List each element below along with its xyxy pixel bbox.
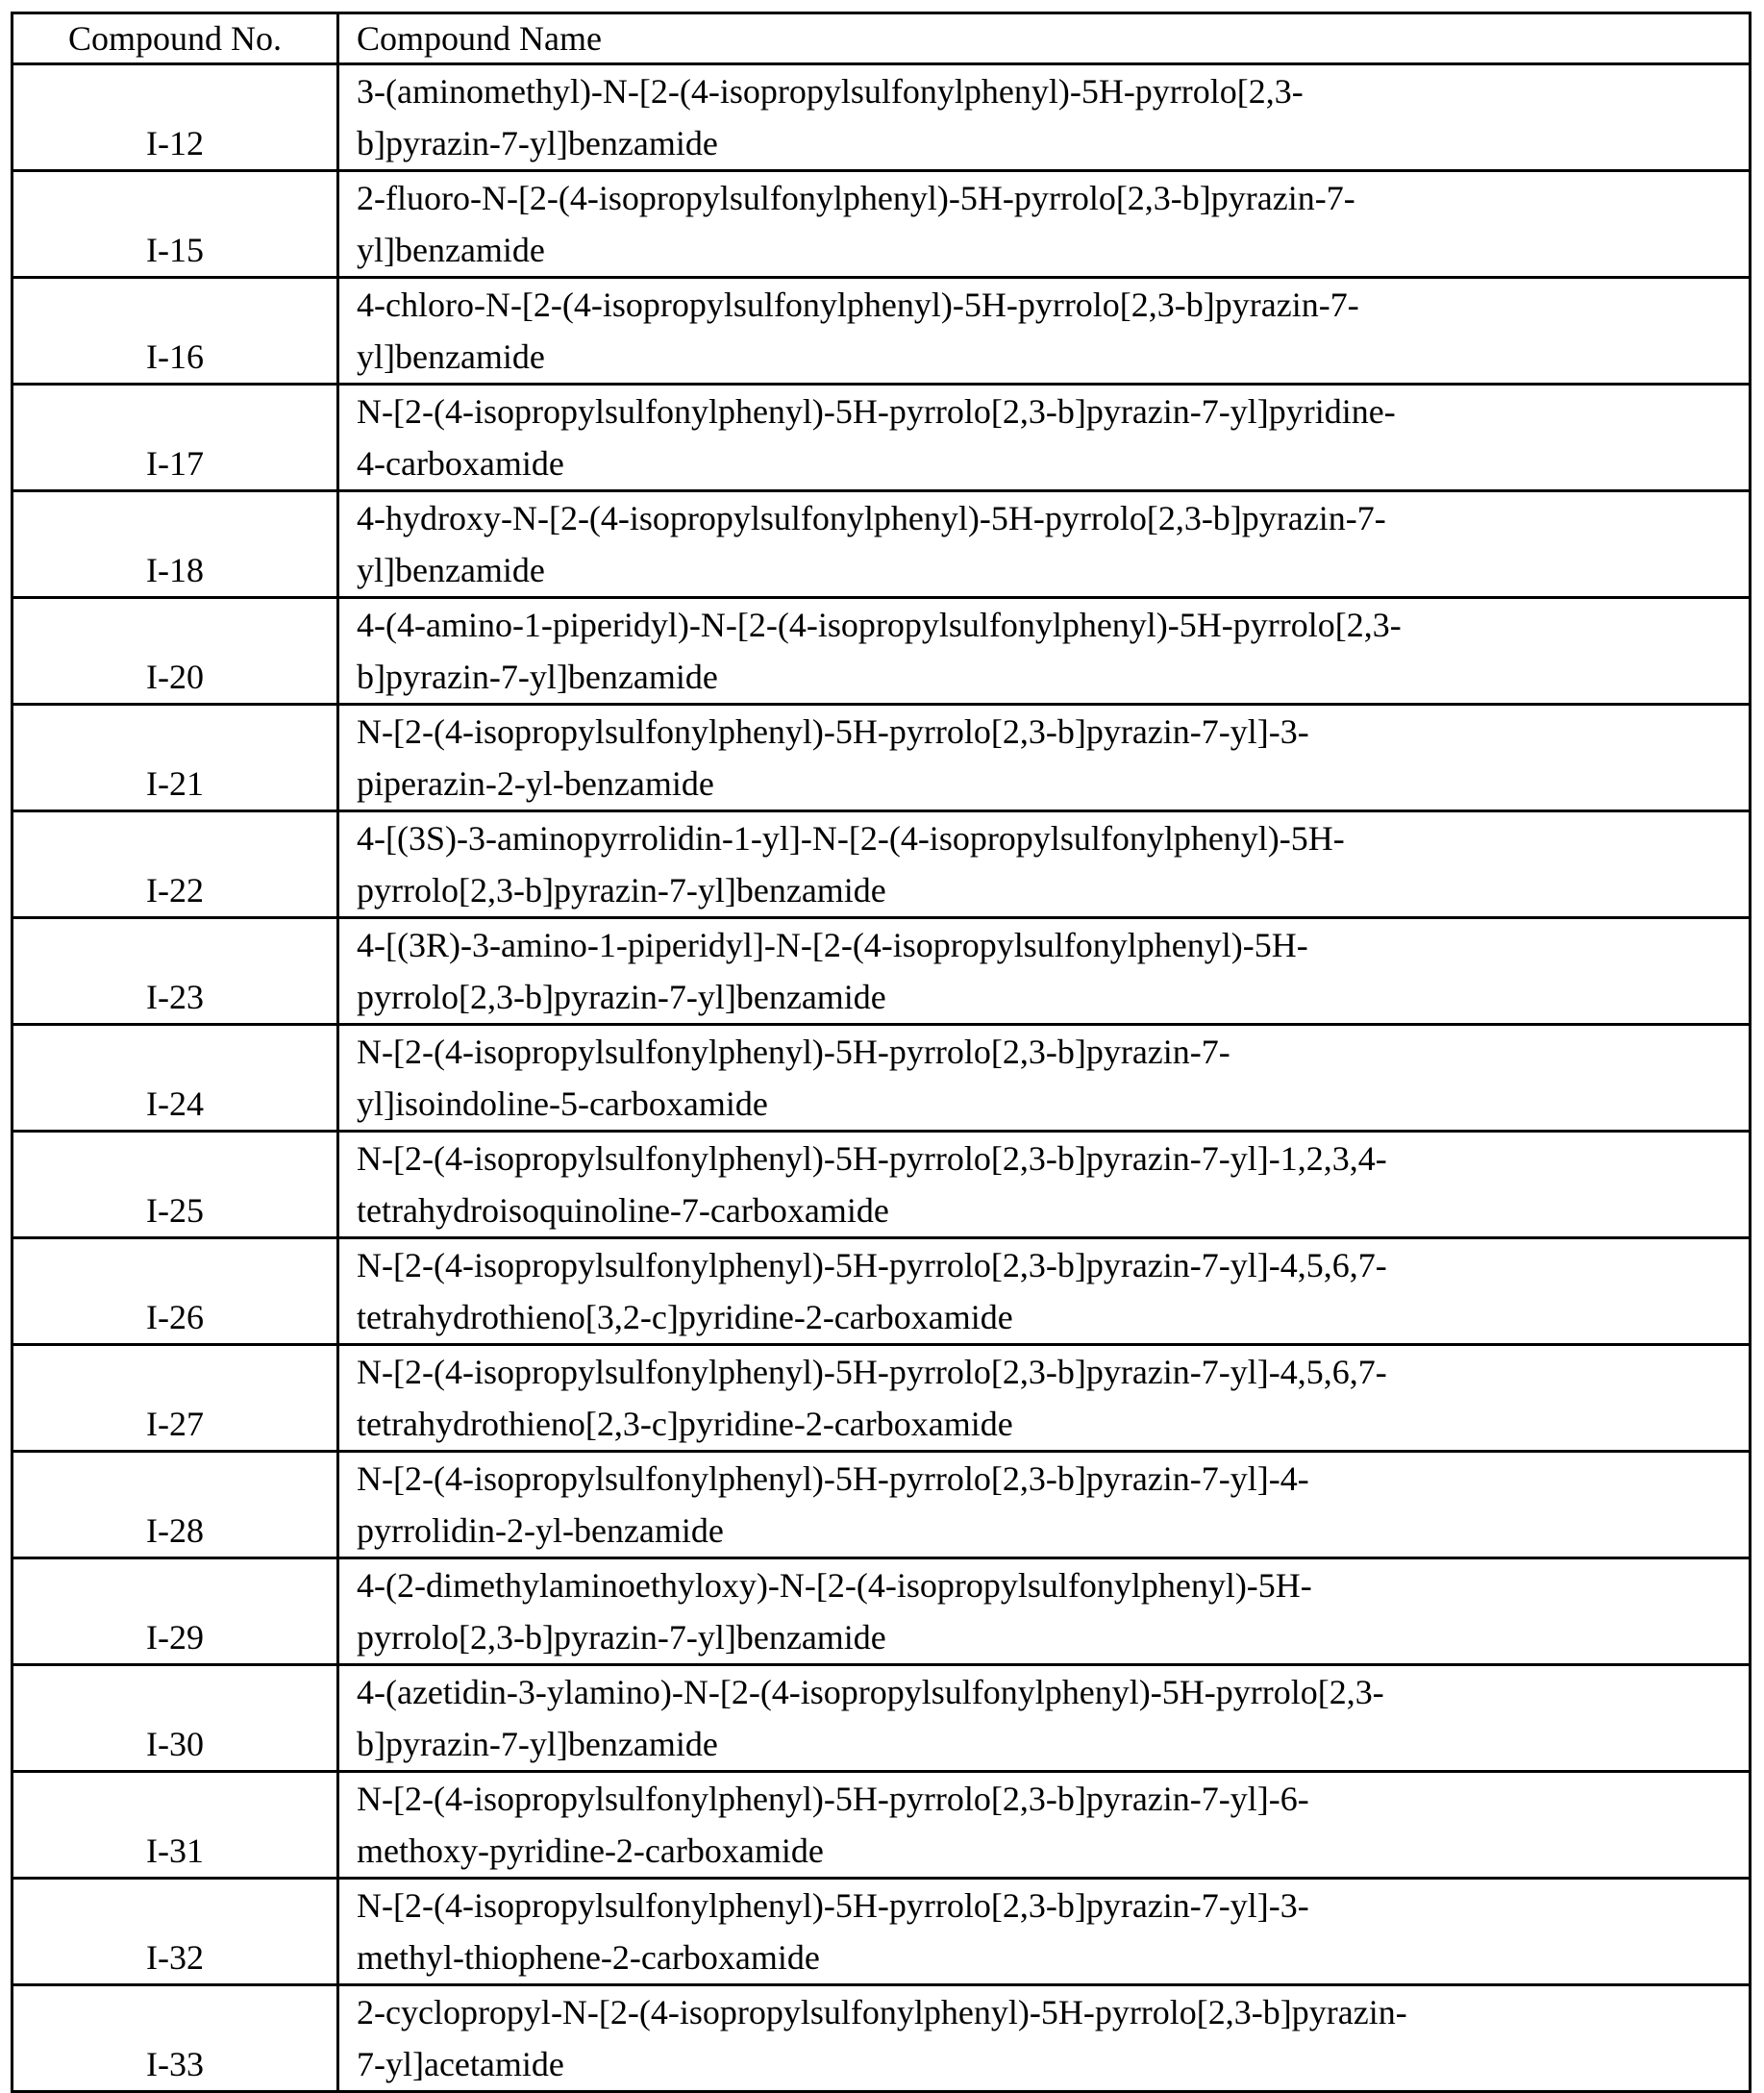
compound-name: N-[2-(4-isopropylsulfonylphenyl)-5H-pyrrolo[2,3-b]pyrazin-7- yl]isoindoline-5-carboxamide [338,1025,1751,1132]
table-header-row [12,13,1751,64]
compound-name: 4-(2-dimethylaminoethyloxy)-N-[2-(4-isopropylsulfonylphenyl)-5H- pyrrolo[2,3-b]pyrazin-7-yl]benzamide [338,1558,1751,1665]
compound-name: N-[2-(4-isopropylsulfonylphenyl)-5H-pyrrolo[2,3-b]pyrazin-7-yl]-4,5,6,7- tetrahydrothieno[2,3-c]pyridine-2-carboxamide [338,1345,1751,1452]
compound-name: N-[2-(4-isopropylsulfonylphenyl)-5H-pyrrolo[2,3-b]pyrazin-7-yl]-6- methoxy-pyridine-2-carboxamide [338,1772,1751,1879]
compound-name: N-[2-(4-isopropylsulfonylphenyl)-5H-pyrrolo[2,3-b]pyrazin-7-yl]-1,2,3,4- tetrahydroisoquinoline-7-carboxamide [338,1132,1751,1238]
table-row [12,1665,1751,1772]
compound-no: I-24 [12,1025,338,1132]
table-row [12,811,1751,918]
table-row [12,1985,1751,2092]
table-row [12,171,1751,278]
compound-no: I-26 [12,1238,338,1345]
compound-name: 2-fluoro-N-[2-(4-isopropylsulfonylphenyl)-5H-pyrrolo[2,3-b]pyrazin-7- yl]benzamide [338,171,1751,278]
compound-no: I-22 [12,811,338,918]
compound-name: N-[2-(4-isopropylsulfonylphenyl)-5H-pyrrolo[2,3-b]pyrazin-7-yl]pyridine- 4-carboxamide [338,385,1751,491]
table-row [12,491,1751,598]
compound-no: I-33 [12,1985,338,2092]
table-row [12,598,1751,705]
compound-no: I-32 [12,1879,338,1985]
table-row [12,1238,1751,1345]
compound-no: I-12 [12,64,338,171]
compound-name: 4-(azetidin-3-ylamino)-N-[2-(4-isopropylsulfonylphenyl)-5H-pyrrolo[2,3- b]pyrazin-7-yl]benzamide [338,1665,1751,1772]
table-row [12,1558,1751,1665]
compound-name: 3-(aminomethyl)-N-[2-(4-isopropylsulfonylphenyl)-5H-pyrrolo[2,3- b]pyrazin-7-yl]benzamide [338,64,1751,171]
table-row [12,278,1751,385]
compound-no: I-30 [12,1665,338,1772]
compound-name: N-[2-(4-isopropylsulfonylphenyl)-5H-pyrrolo[2,3-b]pyrazin-7-yl]-3- methyl-thiophene-2-carboxamide [338,1879,1751,1985]
compound-no: I-15 [12,171,338,278]
compound-name: 4-(4-amino-1-piperidyl)-N-[2-(4-isopropylsulfonylphenyl)-5H-pyrrolo[2,3- b]pyrazin-7-yl]benzamide [338,598,1751,705]
compound-no: I-17 [12,385,338,491]
compound-name: 4-chloro-N-[2-(4-isopropylsulfonylphenyl)-5H-pyrrolo[2,3-b]pyrazin-7- yl]benzamide [338,278,1751,385]
compound-no: I-21 [12,705,338,811]
header-compound-no: Compound No. [12,13,338,64]
table-row [12,385,1751,491]
compound-no: I-18 [12,491,338,598]
compound-name: N-[2-(4-isopropylsulfonylphenyl)-5H-pyrrolo[2,3-b]pyrazin-7-yl]-4,5,6,7- tetrahydrothieno[3,2-c]pyridine-2-carboxamide [338,1238,1751,1345]
table-row [12,918,1751,1025]
compound-name: 4-hydroxy-N-[2-(4-isopropylsulfonylphenyl)-5H-pyrrolo[2,3-b]pyrazin-7- yl]benzamide [338,491,1751,598]
compound-name: 4-[(3S)-3-aminopyrrolidin-1-yl]-N-[2-(4-isopropylsulfonylphenyl)-5H- pyrrolo[2,3-b]pyrazin-7-yl]benzamide [338,811,1751,918]
table-row [12,64,1751,171]
table-row [12,1345,1751,1452]
compound-no: I-28 [12,1452,338,1558]
compound-no: I-29 [12,1558,338,1665]
table-row [12,1452,1751,1558]
compound-no: I-23 [12,918,338,1025]
header-compound-name: Compound Name [338,13,1751,64]
compound-name: 2-cyclopropyl-N-[2-(4-isopropylsulfonylphenyl)-5H-pyrrolo[2,3-b]pyrazin- 7-yl]acetamide [338,1985,1751,2092]
compound-no: I-20 [12,598,338,705]
compound-no: I-31 [12,1772,338,1879]
table-row [12,1025,1751,1132]
table-row [12,705,1751,811]
compound-no: I-25 [12,1132,338,1238]
compound-name: N-[2-(4-isopropylsulfonylphenyl)-5H-pyrrolo[2,3-b]pyrazin-7-yl]-3- piperazin-2-yl-benzamide [338,705,1751,811]
table-row [12,1879,1751,1985]
compound-table [11,12,1752,2093]
table-row [12,1772,1751,1879]
compound-name: 4-[(3R)-3-amino-1-piperidyl]-N-[2-(4-isopropylsulfonylphenyl)-5H- pyrrolo[2,3-b]pyrazin-7-yl]benzamide [338,918,1751,1025]
compound-no: I-27 [12,1345,338,1452]
compound-no: I-16 [12,278,338,385]
compound-name: N-[2-(4-isopropylsulfonylphenyl)-5H-pyrrolo[2,3-b]pyrazin-7-yl]-4- pyrrolidin-2-yl-benzamide [338,1452,1751,1558]
table-row [12,1132,1751,1238]
